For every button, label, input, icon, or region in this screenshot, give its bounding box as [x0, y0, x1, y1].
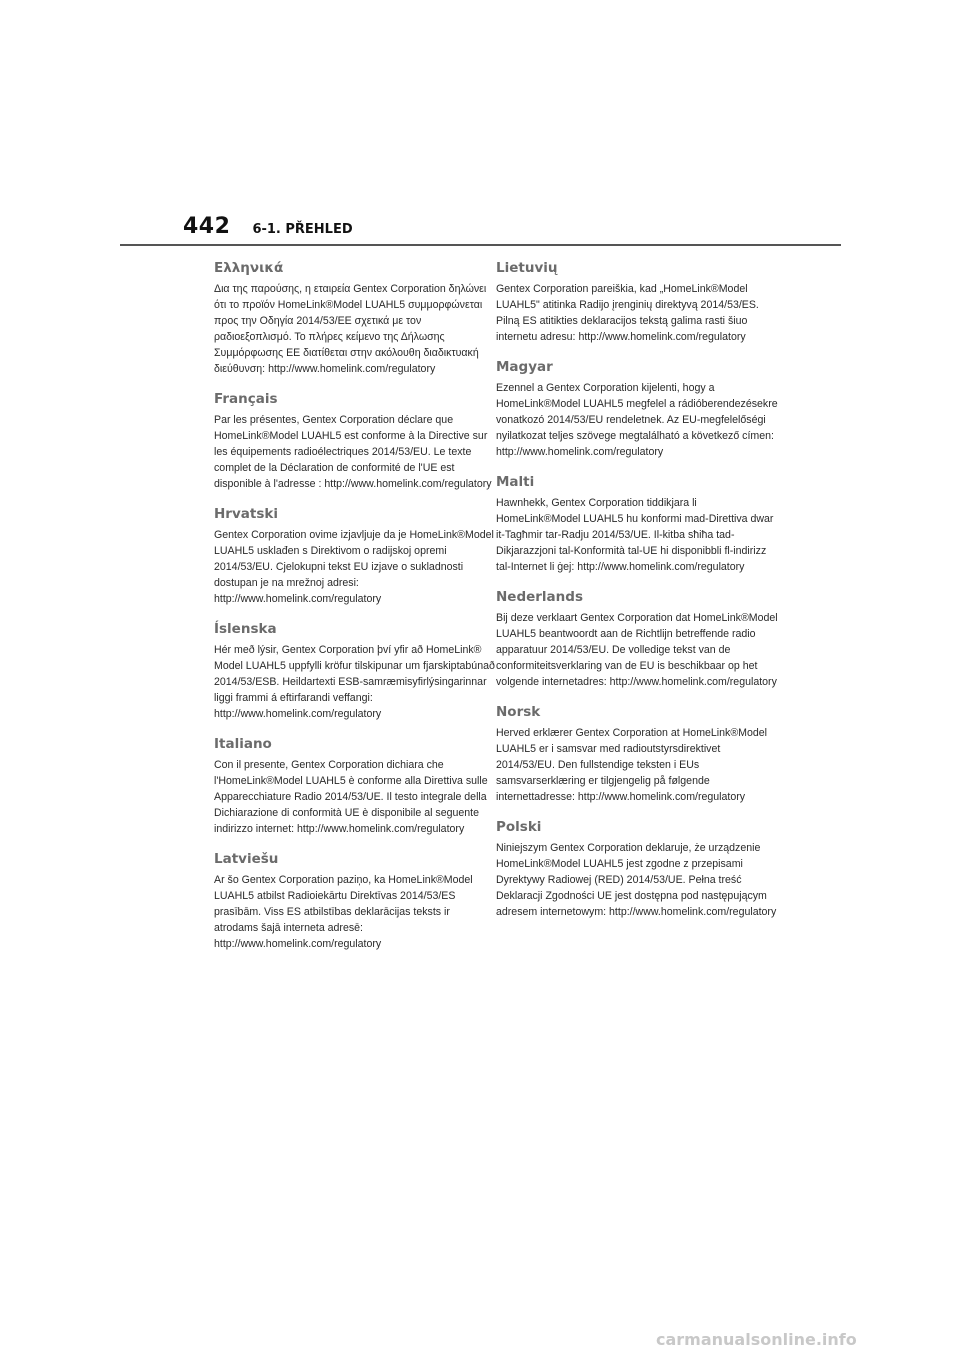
chapter-title: 6-1. PŘEHLED: [252, 222, 353, 237]
section-body: Hér með lýsir, Gentex Corporation því yfir að HomeLink® Model LUAHL5 uppfylli kröfur tilskipunar um fjarskiptabúnað 2014/53/ESB. Heildartexti ESB-samræmisyfirlýsingarinnar liggi frammi á eftirfarandi veffangi: http://www.homelink.com/regulatory: [214, 644, 495, 720]
section-body: Herved erklærer Gentex Corporation at HomeLink®Model LUAHL5 er i samsvar med radioutstyrsdirektivet 2014/53/EU. Den fullstendige teksten i EUs samsvarserklæring er tilgjengelig på følgende internettadresse: http://www.homelink.com/regulatory: [496, 727, 767, 803]
section-body: Ar šo Gentex Corporation paziņo, ka HomeLink®Model LUAHL5 atbilst Radioiekārtu Direktīvas 2014/53/ES prasībām. Viss ES atbilstības deklarācijas teksts ir atrodams šajā interneta adresē: http://www.homelink.com/regulatory: [214, 874, 473, 950]
section-polish: [496, 819, 778, 920]
section-croatian: [214, 506, 496, 607]
section-maltese: [496, 474, 778, 575]
section-body: Gentex Corporation pareiškia, kad „HomeLink®Model LUAHL5" atitinka Radijo įrenginių direktyvą 2014/53/ES. Pilną ES atitikties deklaracijos tekstą galima rasti šiuo internetu adresu: http://www.homelink.com/regulatory: [496, 283, 759, 343]
section-title: Ελληνικά: [214, 260, 284, 276]
section-title: Magyar: [496, 359, 553, 375]
section-body: Con il presente, Gentex Corporation dichiara che l'HomeLink®Model LUAHL5 è conforme alla Direttiva sulle Apparecchiature Radio 2014/53/UE. Il testo integrale della Dichiarazione di conformità UE è disponibile al seguente indirizzo internet: http://www.homelink.com/regulatory: [214, 759, 488, 835]
section-body: Gentex Corporation ovime izjavljuje da je HomeLink®Model LUAHL5 usklađen s Direktivom o radijskoj opremi 2014/53/EU. Cjelokupni tekst EU izjave o sukladnosti dostupan je na mrežnoj adresi: http://www.homelink.com/regulatory: [214, 529, 494, 605]
section-title: Latviešu: [214, 851, 279, 867]
right-column: [496, 260, 778, 934]
left-column: [214, 260, 496, 966]
section-title: Français: [214, 391, 278, 407]
section-body: Hawnhekk, Gentex Corporation tiddikjara li HomeLink®Model LUAHL5 hu konformi mad-Direttiva dwar it-Tagħmir tar-Radju 2014/53/UE. Il-kitba sħiħa tad-Dikjarazzjoni tal-Konformità tal-UE hi disponibbli fl-indirizz tal-Internet li ġej: http://www.homelink.com/regulatory: [496, 497, 774, 573]
section-title: Malti: [496, 474, 535, 490]
section-body: Par les présentes, Gentex Corporation déclare que HomeLink®Model LUAHL5 est conforme à la Directive sur les équipements radioélectriques 2014/53/EU. Le texte complet de la Déclaration de conformité de l'UE est disponible à l'adresse : http://www.homelink.com/regulatory: [214, 414, 492, 490]
section-body: Ezennel a Gentex Corporation kijelenti, hogy a HomeLink®Model LUAHL5 megfelel a rádióberendezésekre vonatkozó 2014/53/EU rendeletnek. Az EU-megfelelőségi nyilatkozat teljes szövege megtalálható a következő címen: http://www.homelink.com/regulatory: [496, 382, 778, 458]
section-title: Nederlands: [496, 589, 583, 605]
header-divider: [120, 244, 841, 246]
section-lithuanian: [496, 260, 778, 345]
section-title: Íslenska: [214, 621, 277, 637]
section-dutch: [496, 589, 778, 690]
section-title: Polski: [496, 819, 542, 835]
section-norwegian: [496, 704, 778, 805]
section-title: Italiano: [214, 736, 272, 752]
section-title: Norsk: [496, 704, 541, 720]
section-italian: [214, 736, 496, 837]
watermark-text: carmanualsonline.info: [656, 1330, 857, 1349]
section-body: Δια της παρούσης, η εταιρεία Gentex Corporation δηλώνει ότι το προϊόν HomeLink®Model LUAHL5 συμμορφώνεται προς την Οδηγία 2014/53/ΕΕ σχετικά με τον ραδιοεξοπλισμό. Το πλήρες κείμενο της Δήλωσης Συμμόρφωσης ΕΕ διατίθεται στην ακόλουθη διαδικτυακή διεύθυνση: http://www.homelink.com/regulatory: [214, 283, 487, 375]
section-latvian: [214, 851, 496, 952]
section-title: Hrvatski: [214, 506, 278, 522]
page-number: 442: [183, 214, 231, 239]
section-body: Niniejszym Gentex Corporation deklaruje, że urządzenie HomeLink®Model LUAHL5 jest zgodne z przepisami Dyrektywy Radiowej (RED) 2014/53/UE. Pełna treść Deklaracji Zgodności UE jest dostępna pod następującym adresem internetowym: http://www.homelink.com/regulatory: [496, 842, 777, 918]
section-greek: [214, 260, 496, 377]
section-title: Lietuvių: [496, 260, 558, 276]
section-icelandic: [214, 621, 496, 722]
section-hungarian: [496, 359, 778, 460]
section-french: [214, 391, 496, 492]
section-body: Bij deze verklaart Gentex Corporation dat HomeLink®Model LUAHL5 beantwoordt aan de Richtlijn betreffende radio apparatuur 2014/53/EU. De volledige tekst van de conformiteitsverklaring van de EU is beschikbaar op het volgende internetadres: http://www.homelink.com/regulatory: [496, 612, 778, 688]
